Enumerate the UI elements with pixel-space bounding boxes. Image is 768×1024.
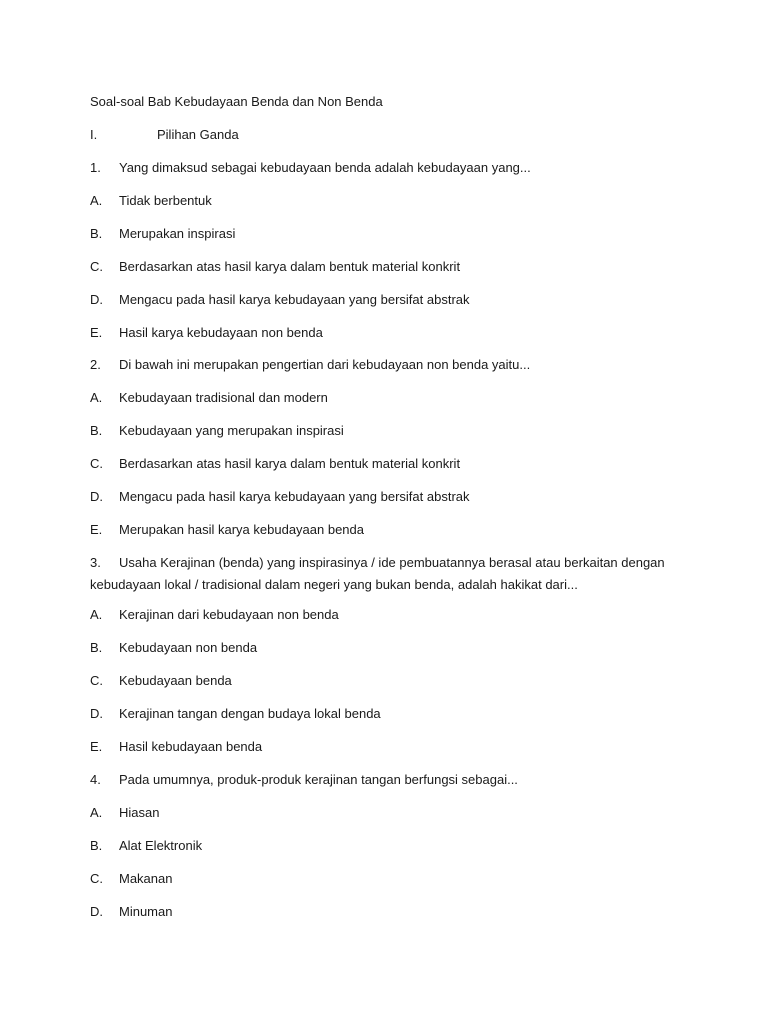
question-1 (90, 160, 531, 176)
option-text: Berdasarkan atas hasil karya dalam bentuk material konkrit (119, 456, 461, 471)
question-text: Yang dimaksud sebagai kebudayaan benda adalah kebudayaan yang... (119, 160, 531, 175)
section-heading (90, 127, 239, 143)
option-text: Kebudayaan yang merupakan inspirasi (119, 423, 344, 438)
option-letter: A. (90, 607, 103, 622)
option-text: Kebudayaan non benda (119, 640, 258, 655)
option-text: Makanan (119, 871, 173, 886)
question-text: Usaha Kerajinan (benda) yang inspirasinya / ide pembuatannya berasal atau berkaitan dengan (119, 555, 665, 570)
option-letter: B. (90, 226, 103, 241)
option-letter: E. (90, 522, 103, 537)
question-number: 4. (90, 772, 101, 787)
option-1c (90, 259, 460, 275)
option-text: Merupakan hasil karya kebudayaan benda (119, 522, 365, 537)
question-3-continuation: kebudayaan lokal / tradisional dalam negeri yang bukan benda, adalah hakikat dari... (90, 577, 578, 592)
option-1e (90, 325, 323, 341)
question-number: 1. (90, 160, 101, 175)
option-4c (90, 871, 172, 887)
option-text: Tidak berbentuk (119, 193, 212, 208)
option-text: Hiasan (119, 805, 160, 820)
option-letter: C. (90, 259, 103, 274)
question-2 (90, 357, 530, 373)
question-4 (90, 772, 518, 788)
option-3b (90, 640, 257, 656)
option-letter: A. (90, 805, 103, 820)
option-text: Kerajinan tangan dengan budaya lokal benda (119, 706, 381, 721)
option-text: Berdasarkan atas hasil karya dalam bentuk material konkrit (119, 259, 461, 274)
option-4b (90, 838, 202, 854)
section-number: I. (90, 127, 98, 142)
option-1a (90, 193, 212, 209)
section-label: Pilihan Ganda (157, 127, 239, 142)
option-letter: C. (90, 871, 103, 886)
option-4a (90, 805, 159, 821)
question-text: Di bawah ini merupakan pengertian dari kebudayaan non benda yaitu... (119, 357, 531, 372)
option-letter: D. (90, 904, 103, 919)
option-letter: B. (90, 838, 103, 853)
option-text: Alat Elektronik (119, 838, 203, 853)
option-letter: C. (90, 673, 103, 688)
option-2c (90, 456, 460, 472)
option-letter: A. (90, 193, 103, 208)
option-letter: D. (90, 489, 103, 504)
question-number: 2. (90, 357, 101, 372)
option-letter: B. (90, 640, 103, 655)
option-2b (90, 423, 344, 439)
option-2a (90, 390, 328, 406)
option-letter: D. (90, 292, 103, 307)
option-letter: C. (90, 456, 103, 471)
question-3 (90, 555, 665, 571)
option-4d (90, 904, 172, 920)
document-title: Soal-soal Bab Kebudayaan Benda dan Non Benda (90, 94, 383, 109)
option-text: Merupakan inspirasi (119, 226, 236, 241)
option-text: Minuman (119, 904, 173, 919)
option-text: Kebudayaan benda (119, 673, 232, 688)
option-3d (90, 706, 381, 722)
option-text: Kerajinan dari kebudayaan non benda (119, 607, 339, 622)
option-letter: B. (90, 423, 103, 438)
option-letter: D. (90, 706, 103, 721)
option-text: Mengacu pada hasil karya kebudayaan yang bersifat abstrak (119, 489, 470, 504)
question-number: 3. (90, 555, 101, 570)
option-3a (90, 607, 339, 623)
option-3e (90, 739, 262, 755)
option-2e (90, 522, 364, 538)
option-text: Kebudayaan tradisional dan modern (119, 390, 328, 405)
option-text: Hasil karya kebudayaan non benda (119, 325, 323, 340)
option-letter: E. (90, 739, 103, 754)
option-letter: E. (90, 325, 103, 340)
option-2d (90, 489, 470, 505)
option-text: Hasil kebudayaan benda (119, 739, 263, 754)
option-1b (90, 226, 235, 242)
option-3c (90, 673, 232, 689)
option-text: Mengacu pada hasil karya kebudayaan yang bersifat abstrak (119, 292, 470, 307)
option-1d (90, 292, 470, 308)
option-letter: A. (90, 390, 103, 405)
question-text: Pada umumnya, produk-produk kerajinan tangan berfungsi sebagai... (119, 772, 518, 787)
